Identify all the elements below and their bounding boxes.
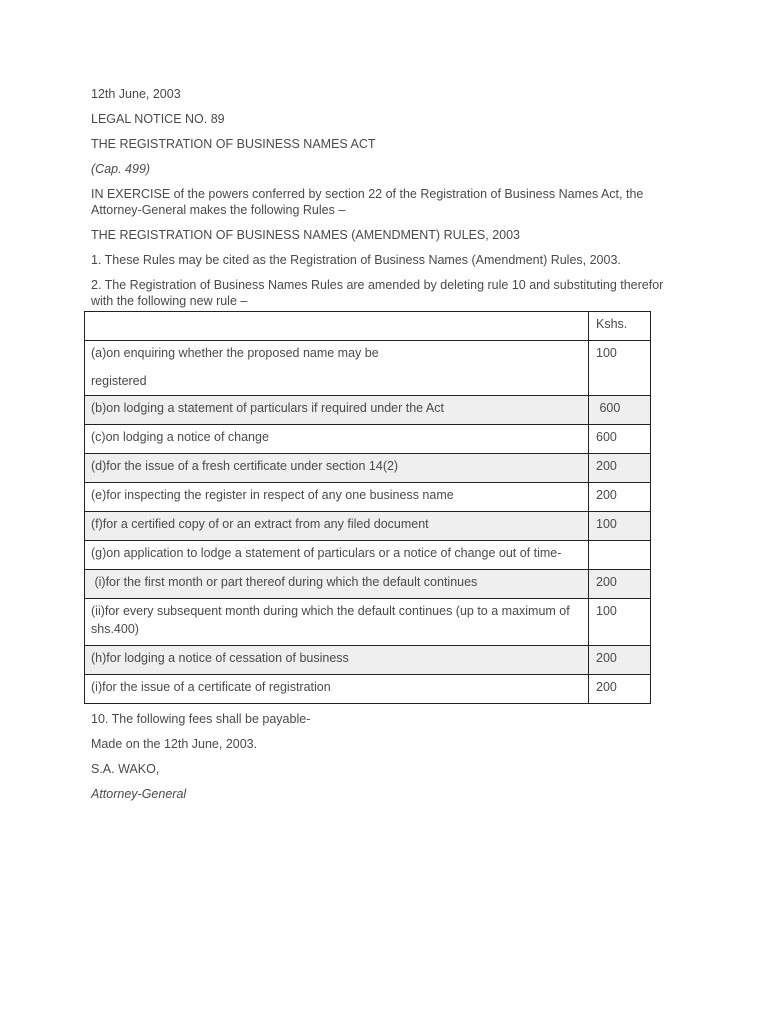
table-row [85,341,651,396]
fee-amount: 100 [589,512,651,541]
table-row [85,541,651,570]
rules-title: THE REGISTRATION OF BUSINESS NAMES (AMENDMENT) RULES, 2003 [91,228,521,242]
fee-description: (f)for a certified copy of or an extract from any filed document [85,512,589,541]
fee-amount: 200 [589,570,651,599]
fee-amount: 200 [589,646,651,675]
notice-date: 12th June, 2003 [91,87,181,101]
fee-amount: 100 [589,599,651,646]
fee-description: (h)for lodging a notice of cessation of business [85,646,589,675]
rule-10-text: 10. The following fees shall be payable- [91,712,311,726]
header-amount-cell: Kshs. [589,312,651,341]
fee-amount: 100 [589,341,651,396]
signatory-title: Attorney-General [91,787,187,801]
fee-amount [589,541,651,570]
chapter-reference: (Cap. 499) [91,162,151,176]
fee-amount: 600 [589,396,651,425]
preamble: IN EXERCISE of the powers conferred by section 22 of the Registration of Business Names Act, the Attorney-General makes the following Rules – [91,187,644,217]
rule-1: 1. These Rules may be cited as the Registration of Business Names (Amendment) Rules, 2003. [91,253,621,267]
fee-amount: 200 [589,675,651,704]
table-row [85,599,651,646]
made-on-date: Made on the 12th June, 2003. [91,737,258,751]
header-description-cell [85,312,589,341]
fee-description [85,341,589,396]
table-row [85,570,651,599]
rule-2: 2. The Registration of Business Names Rules are amended by deleting rule 10 and substituting therefor with the following new rule – [91,278,664,308]
fee-description: (i)for the first month or part thereof during which the default continues [85,570,589,599]
table-row [85,512,651,541]
signatory-name: S.A. WAKO, [91,762,160,776]
fee-description: (e)for inspecting the register in respect of any one business name [85,483,589,512]
table-row [85,454,651,483]
fee-description: (c)on lodging a notice of change [85,425,589,454]
table-row [85,425,651,454]
table-row [85,483,651,512]
legal-notice-document [91,86,671,811]
table-header-row [85,312,651,341]
fee-amount: 200 [589,454,651,483]
fee-description: (b)on lodging a statement of particulars if required under the Act [85,396,589,425]
table-row [85,675,651,704]
table-row [85,646,651,675]
fee-amount: 600 [589,425,651,454]
fee-description-line2: registered [91,374,147,388]
fee-description: (i)for the issue of a certificate of registration [85,675,589,704]
fee-description: (d)for the issue of a fresh certificate under section 14(2) [85,454,589,483]
fee-description: (g)on application to lodge a statement of particulars or a notice of change out of time- [85,541,589,570]
fee-amount: 200 [589,483,651,512]
table-row [85,396,651,425]
fees-table [84,311,651,704]
fee-description: (ii)for every subsequent month during which the default continues (up to a maximum of shs.400) [85,599,589,646]
act-title: THE REGISTRATION OF BUSINESS NAMES ACT [91,137,376,151]
fee-description-line1: (a)on enquiring whether the proposed name may be [91,346,379,360]
notice-number: LEGAL NOTICE NO. 89 [91,112,225,126]
